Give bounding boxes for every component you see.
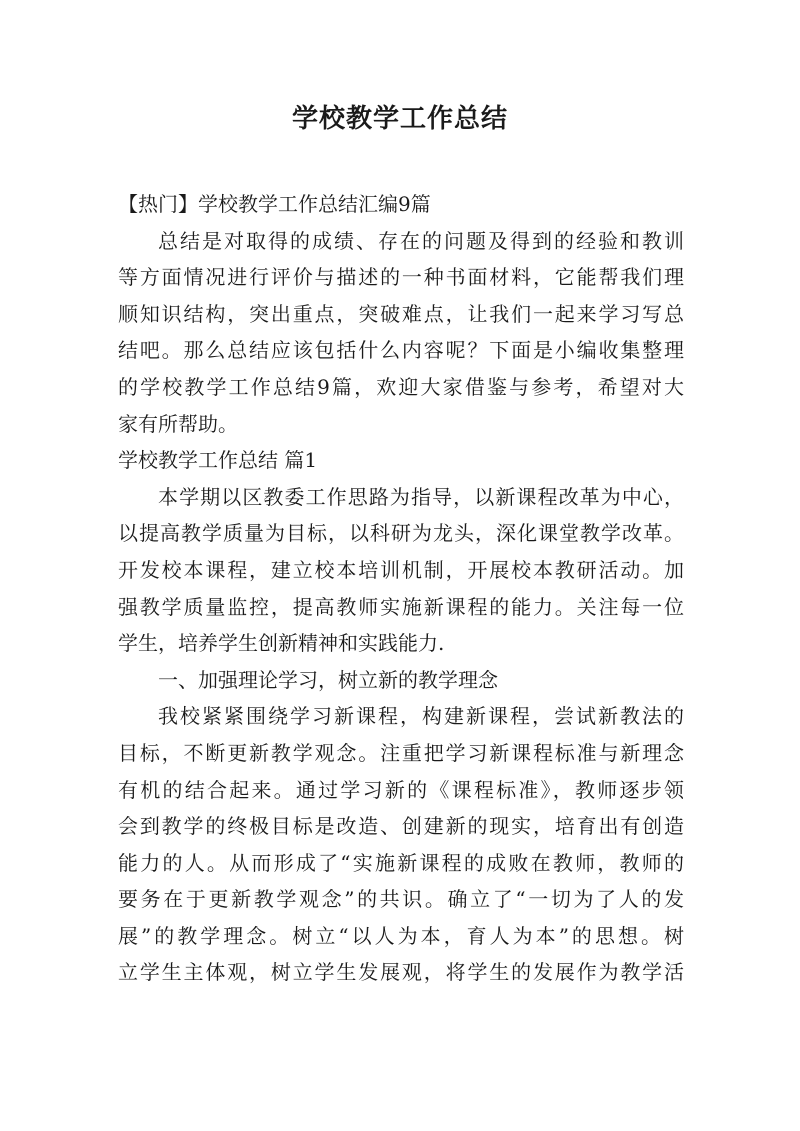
doc-line-heading: 【热门】学校教学工作总结汇编9篇 [118, 192, 431, 216]
subsection-heading: 一、加强理论学习，树立新的教学理念 [158, 667, 498, 692]
doc-line: 会到教学的终极目标是改造、创建新的现实，培育出有创造 [118, 814, 684, 839]
doc-line: 等方面情况进行评价与描述的一种书面材料，它能帮我们理 [118, 265, 684, 290]
doc-line: 本学期以区教委工作思路为指导，以新课程改革为中心， [158, 484, 684, 509]
doc-line: 目标，不断更新教学观念。注重把学习新课程标准与新理念 [118, 740, 684, 765]
doc-line: 要务在于更新教学观念”的共识。确立了“一切为了人的发 [118, 887, 684, 912]
doc-line: 学生，培养学生创新精神和实践能力. [118, 631, 445, 656]
document-title: 学校教学工作总结 [291, 104, 508, 134]
section-heading: 学校教学工作总结 篇1 [118, 448, 318, 473]
doc-line: 强教学质量监控，提高教师实施新课程的能力。关注每一位 [118, 594, 684, 619]
document-body [118, 186, 684, 991]
doc-line: 开发校本课程，建立校本培训机制，开展校本教研活动。加 [118, 557, 684, 582]
doc-line: 展”的教学理念。树立“以人为本，育人为本”的思想。树 [118, 923, 684, 948]
doc-line: 我校紧紧围绕学习新课程，构建新课程，尝试新教法的 [158, 704, 684, 729]
doc-line: 能力的人。从而形成了“实施新课程的成败在教师，教师的 [118, 850, 684, 875]
doc-line: 有机的结合起来。通过学习新的《课程标准》，教师逐步领 [118, 777, 684, 802]
doc-line: 以提高教学质量为目标，以科研为龙头，深化课堂教学改革。 [118, 521, 684, 546]
doc-line: 家有所帮助。 [118, 411, 238, 436]
doc-line: 结吧。那么总结应该包括什么内容呢？下面是小编收集整理 [118, 338, 684, 363]
doc-line: 顺知识结构，突出重点，突破难点，让我们一起来学习写总 [118, 301, 684, 326]
doc-line: 立学生主体观，树立学生发展观，将学生的发展作为教学活 [118, 960, 684, 985]
doc-line: 的学校教学工作总结9篇，欢迎大家借鉴与参考，希望对大 [118, 374, 684, 399]
doc-line: 总结是对取得的成绩、存在的问题及得到的经验和教训 [158, 228, 684, 253]
